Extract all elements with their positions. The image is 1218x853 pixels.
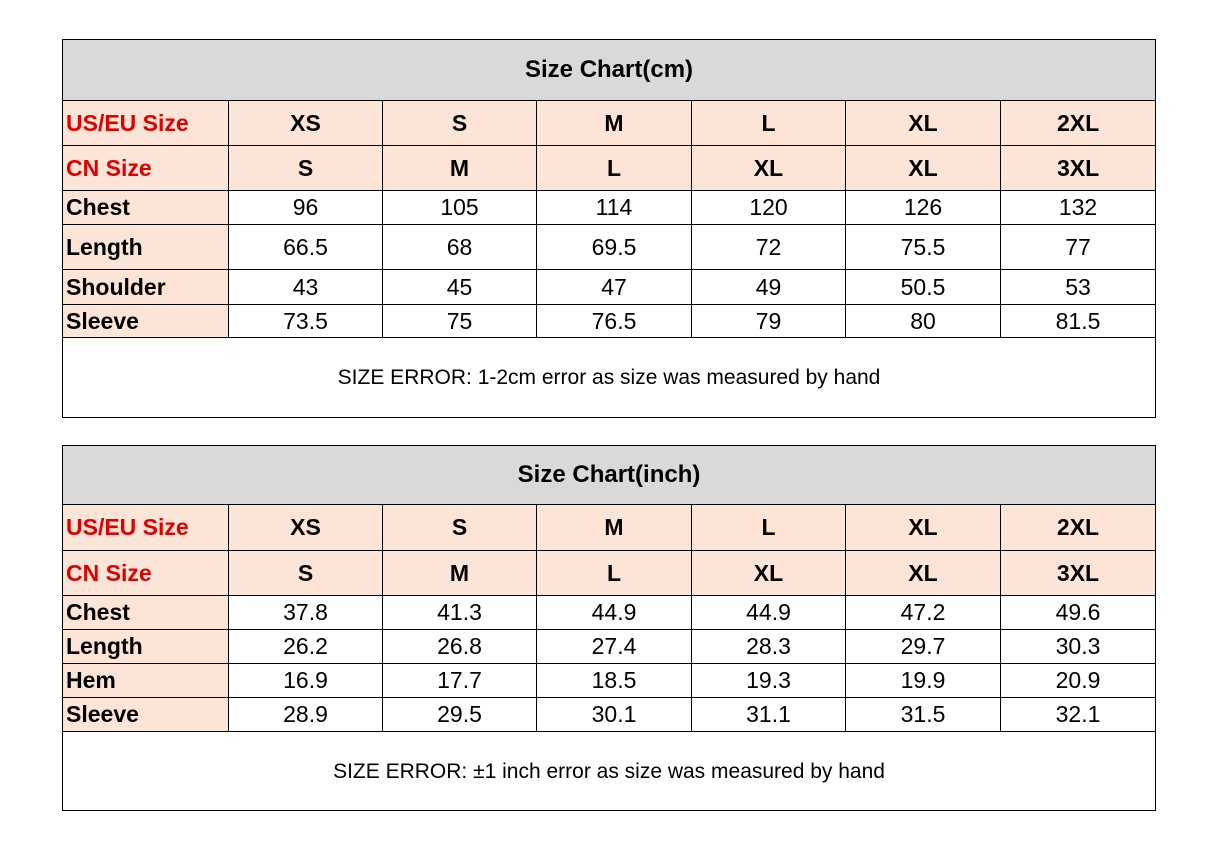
measure-cell: 132 [1001,191,1156,225]
size-cell: XS [229,505,383,551]
row-label-sleeve: Sleeve [63,305,229,338]
measure-cell: 19.9 [846,664,1001,698]
size-cell: S [229,551,383,596]
size-chart-cm [62,39,1156,418]
measure-cell: 49 [692,270,846,305]
measure-cell: 18.5 [537,664,692,698]
row-label-cn-size: CN Size [63,146,229,191]
size-cell: L [692,101,846,146]
measure-cell: 17.7 [383,664,537,698]
measure-cell: 20.9 [1001,664,1156,698]
size-cell: XL [846,551,1001,596]
size-cell: M [537,505,692,551]
size-cell: XL [846,146,1001,191]
measure-cell: 30.3 [1001,630,1156,664]
measure-cell: 28.9 [229,698,383,732]
measure-cell: 96 [229,191,383,225]
measure-cell: 31.1 [692,698,846,732]
measure-cell: 31.5 [846,698,1001,732]
measure-cell: 72 [692,225,846,270]
measure-cell: 73.5 [229,305,383,338]
size-cell: S [383,101,537,146]
measure-cell: 79 [692,305,846,338]
measure-cell: 76.5 [537,305,692,338]
size-error-note: SIZE ERROR: ±1 inch error as size was measured by hand [63,732,1156,811]
row-label-hem: Hem [63,664,229,698]
row-label-shoulder: Shoulder [63,270,229,305]
measure-cell: 45 [383,270,537,305]
size-cell: M [383,551,537,596]
measure-cell: 30.1 [537,698,692,732]
size-cell: L [692,505,846,551]
measure-cell: 37.8 [229,596,383,630]
size-cell: 2XL [1001,505,1156,551]
row-label-us-eu-size: US/EU Size [63,505,229,551]
size-cell: 2XL [1001,101,1156,146]
measure-cell: 81.5 [1001,305,1156,338]
size-cell: L [537,146,692,191]
measure-cell: 27.4 [537,630,692,664]
size-cell: 3XL [1001,551,1156,596]
row-label-chest: Chest [63,596,229,630]
measure-cell: 29.7 [846,630,1001,664]
measure-cell: 47 [537,270,692,305]
measure-cell: 126 [846,191,1001,225]
measure-cell: 68 [383,225,537,270]
measure-cell: 32.1 [1001,698,1156,732]
row-label-length: Length [63,630,229,664]
size-cell: XL [692,146,846,191]
measure-cell: 19.3 [692,664,846,698]
size-cell: XS [229,101,383,146]
size-cell: XL [846,101,1001,146]
size-cell: S [383,505,537,551]
measure-cell: 44.9 [537,596,692,630]
size-cell: 3XL [1001,146,1156,191]
size-error-note: SIZE ERROR: 1-2cm error as size was measured by hand [63,338,1156,418]
size-chart-inch [62,445,1156,811]
measure-cell: 43 [229,270,383,305]
measure-cell: 16.9 [229,664,383,698]
measure-cell: 49.6 [1001,596,1156,630]
measure-cell: 26.2 [229,630,383,664]
measure-cell: 26.8 [383,630,537,664]
row-label-sleeve: Sleeve [63,698,229,732]
measure-cell: 75 [383,305,537,338]
chart-title: Size Chart(cm) [63,40,1156,101]
row-label-us-eu-size: US/EU Size [63,101,229,146]
chart-title: Size Chart(inch) [63,446,1156,505]
size-cell: XL [692,551,846,596]
measure-cell: 77 [1001,225,1156,270]
row-label-cn-size: CN Size [63,551,229,596]
measure-cell: 53 [1001,270,1156,305]
size-cell: M [383,146,537,191]
measure-cell: 80 [846,305,1001,338]
measure-cell: 41.3 [383,596,537,630]
measure-cell: 120 [692,191,846,225]
measure-cell: 114 [537,191,692,225]
row-label-length: Length [63,225,229,270]
size-cell: S [229,146,383,191]
measure-cell: 66.5 [229,225,383,270]
measure-cell: 50.5 [846,270,1001,305]
size-cell: L [537,551,692,596]
measure-cell: 105 [383,191,537,225]
measure-cell: 29.5 [383,698,537,732]
measure-cell: 75.5 [846,225,1001,270]
size-cell: XL [846,505,1001,551]
measure-cell: 28.3 [692,630,846,664]
measure-cell: 44.9 [692,596,846,630]
measure-cell: 69.5 [537,225,692,270]
measure-cell: 47.2 [846,596,1001,630]
row-label-chest: Chest [63,191,229,225]
size-cell: M [537,101,692,146]
